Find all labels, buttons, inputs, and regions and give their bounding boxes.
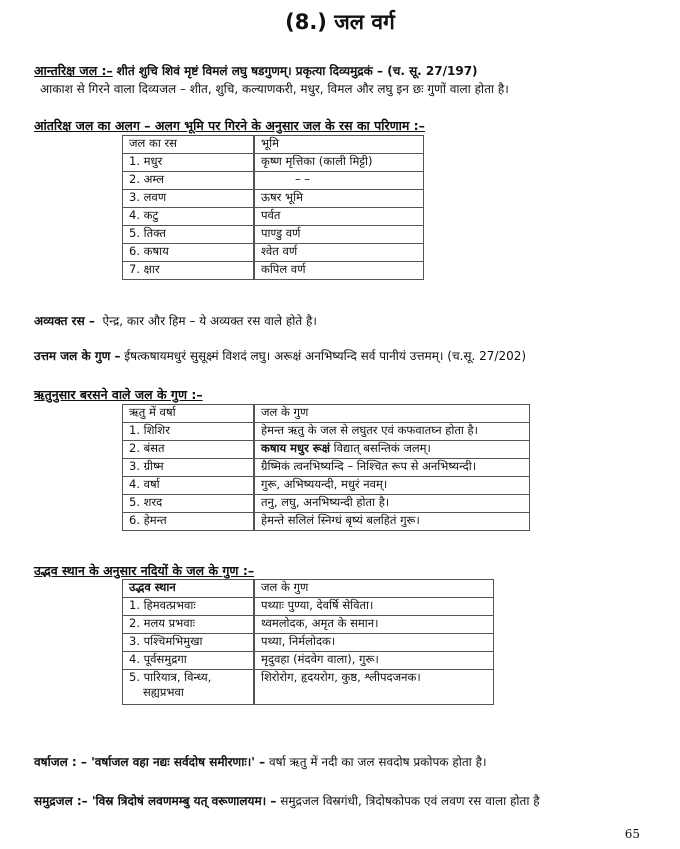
guna-text: ग्रैष्मिकं त्वनभिष्यन्दि – निश्चित रूप से अनभिष्यन्दी। [261,459,477,473]
guna-text: हेमन्ते सलिलं स्निग्धं बृष्यं बलहितं गुरू। [261,513,420,527]
varsha-text: वर्षा ऋतु में नदी का जल सवदोष प्रकोपक होता है। [268,755,487,769]
guna-cell: शिरोरोग, हृदयरोग, कुष्ठ, श्लीपदजनक। [254,670,494,705]
nadi-table [122,579,494,705]
bhumi-cell: कृष्ण मृत्तिका (काली मिट्टी) [254,154,424,172]
table-row [123,616,494,634]
rasa-cell: 2. अम्ल [123,172,255,190]
samudra-label: समुद्रजल :– 'विस्र त्रिदोषं लवणमम्बु यत् वरूणालयम। – [34,794,277,808]
antariksh-verse-line [34,62,478,79]
uttam-label: उत्तम जल के गुण – [34,349,121,363]
table3-heading: उद्भव स्थान के अनुसार नदियों के जल के गुण :– [34,563,255,578]
guna-text: गुरू, अभिष्ययन्दी, मधुरं नवम्। [261,477,388,491]
guna-text: तनु, लघु, अनभिष्यन्दी होता है। [261,495,390,509]
rasa-cell: 5. तिक्त [123,226,255,244]
rasa-cell: 4. कटु [123,208,255,226]
udbhav-line1: 5. पारियात्र, विन्ध्य, [129,670,212,684]
table-row [123,244,424,262]
udbhav-cell: 2. मलय प्रभवाः [123,616,255,634]
table-row [123,441,530,459]
varsha-line [34,753,487,770]
table-row [123,459,530,477]
rasa-cell: 6. कषाय [123,244,255,262]
guna-text: हेमन्त ऋतु के जल से लघुतर एवं कफवातघ्न होता है। [261,423,479,437]
udbhav-cell: 3. पश्चिमभिमुखा [123,634,255,652]
column-header: ऋतु में वर्षा [123,405,255,423]
table-header-row [123,136,424,154]
bhumi-cell: कपिल वर्ण [254,262,424,280]
avyakta-text: ऐन्द्र, कार और हिम – ये अव्यक्त रस वाले होते है। [102,314,317,328]
guna-cell [254,495,530,513]
table-row [123,495,530,513]
column-header: भूमि [254,136,424,154]
antariksh-meaning: आकाश से गिरने वाला दिव्यजल – शीत, शुचि, कल्याणकरी, मधुर, विमल और लघु इन छः गुणों वाला होता है। [40,82,509,96]
avyakta-line [34,312,317,329]
table-header-row [123,405,530,423]
guna-cell [254,477,530,495]
table-row [123,154,424,172]
table-row [123,208,424,226]
ritu-cell: 4. वर्षा [123,477,255,495]
guna-cell [254,441,530,459]
table-row [123,172,424,190]
samudra-line [34,792,540,809]
table-row [123,226,424,244]
column-header: जल का रस [123,136,255,154]
udbhav-cell [123,670,255,705]
table-row [123,634,494,652]
samudra-text: समुद्रजल विस्रगंधी, त्रिदोषकोपक एवं लवण रस वाला होता है [280,794,540,808]
bhumi-cell: श्वेत वर्ण [254,244,424,262]
rasa-cell: 1. मधुर [123,154,255,172]
table1-heading: आंतरिक्ष जल का अलग – अलग भूमि पर गिरने के अनुसार जल के रस का परिणाम :– [34,118,425,133]
ritu-cell: 2. बंसत [123,441,255,459]
column-header: जल के गुण [254,405,530,423]
bhumi-cell: ऊषर भूमि [254,190,424,208]
table-row [123,652,494,670]
ritu-cell: 1. शिशिर [123,423,255,441]
guna-bold: कषाय मधुर रूक्षं [261,441,330,455]
rasa-bhumi-table [122,135,424,280]
table-row [123,423,530,441]
udbhav-cell: 4. पूर्वसमुद्रगा [123,652,255,670]
udbhav-cell: 1. हिमवत्प्रभवाः [123,598,255,616]
column-header: उद्भव स्थान [123,580,255,598]
rasa-cell: 7. क्षार [123,262,255,280]
table-row [123,670,494,705]
guna-cell [254,423,530,441]
uttam-text: ईषत्कषायमधुरं सुसूक्ष्मं विशदं लघु। अरूक्षं अनभिष्यन्दि सर्व पानीयं उत्तमम्। (च.सू. 27/202) [124,349,527,363]
bhumi-cell: पाण्डु वर्ण [254,226,424,244]
guna-cell: पथ्या, निर्मलोदक। [254,634,494,652]
udbhav-line2: सह्यप्रभवा [143,685,184,699]
page-title: (8.) जल वर्ग [285,10,395,34]
ritu-cell: 6. हेमन्त [123,513,255,531]
table-header-row [123,580,494,598]
table2-heading: ऋतुनुसार बरसने वाले जल के गुण :– [34,387,203,402]
antariksh-label: आन्तरिक्ष जल :– [34,63,113,78]
bhumi-cell: पर्वत [254,208,424,226]
ritu-table [122,404,530,531]
uttam-line [34,347,526,364]
bhumi-cell: – – [254,172,424,190]
guna-cell [254,513,530,531]
guna-text: विद्यात् बसन्तिकं जलम्। [329,441,431,455]
table-row [123,477,530,495]
ritu-cell: 5. शरद [123,495,255,513]
column-header: जल के गुण [254,580,494,598]
guna-cell: मृदुवहा (मंदवेग वाला), गुरू। [254,652,494,670]
avyakta-label: अव्यक्त रस – [34,314,95,328]
guna-cell: थ्वमलोदक, अमृत के समान। [254,616,494,634]
table-row [123,262,424,280]
ritu-cell: 3. ग्रीष्म [123,459,255,477]
page-number: 65 [624,827,640,841]
varsha-label: वर्षाजल : – 'वर्षाजल वहा नद्यः सर्वदोष समीरणाः।' – [34,755,266,769]
table-row [123,598,494,616]
rasa-cell: 3. लवण [123,190,255,208]
table-row [123,190,424,208]
table-row [123,513,530,531]
guna-cell [254,459,530,477]
guna-cell: पथ्याः पुण्या, देवर्षि सेविता। [254,598,494,616]
antariksh-verse: शीतं शुचि शिवं मृष्टं विमलं लघु षडगुणम्। प्रकृत्या दिव्यमुद्रकं – (च. सू. 27/197) [116,64,478,78]
